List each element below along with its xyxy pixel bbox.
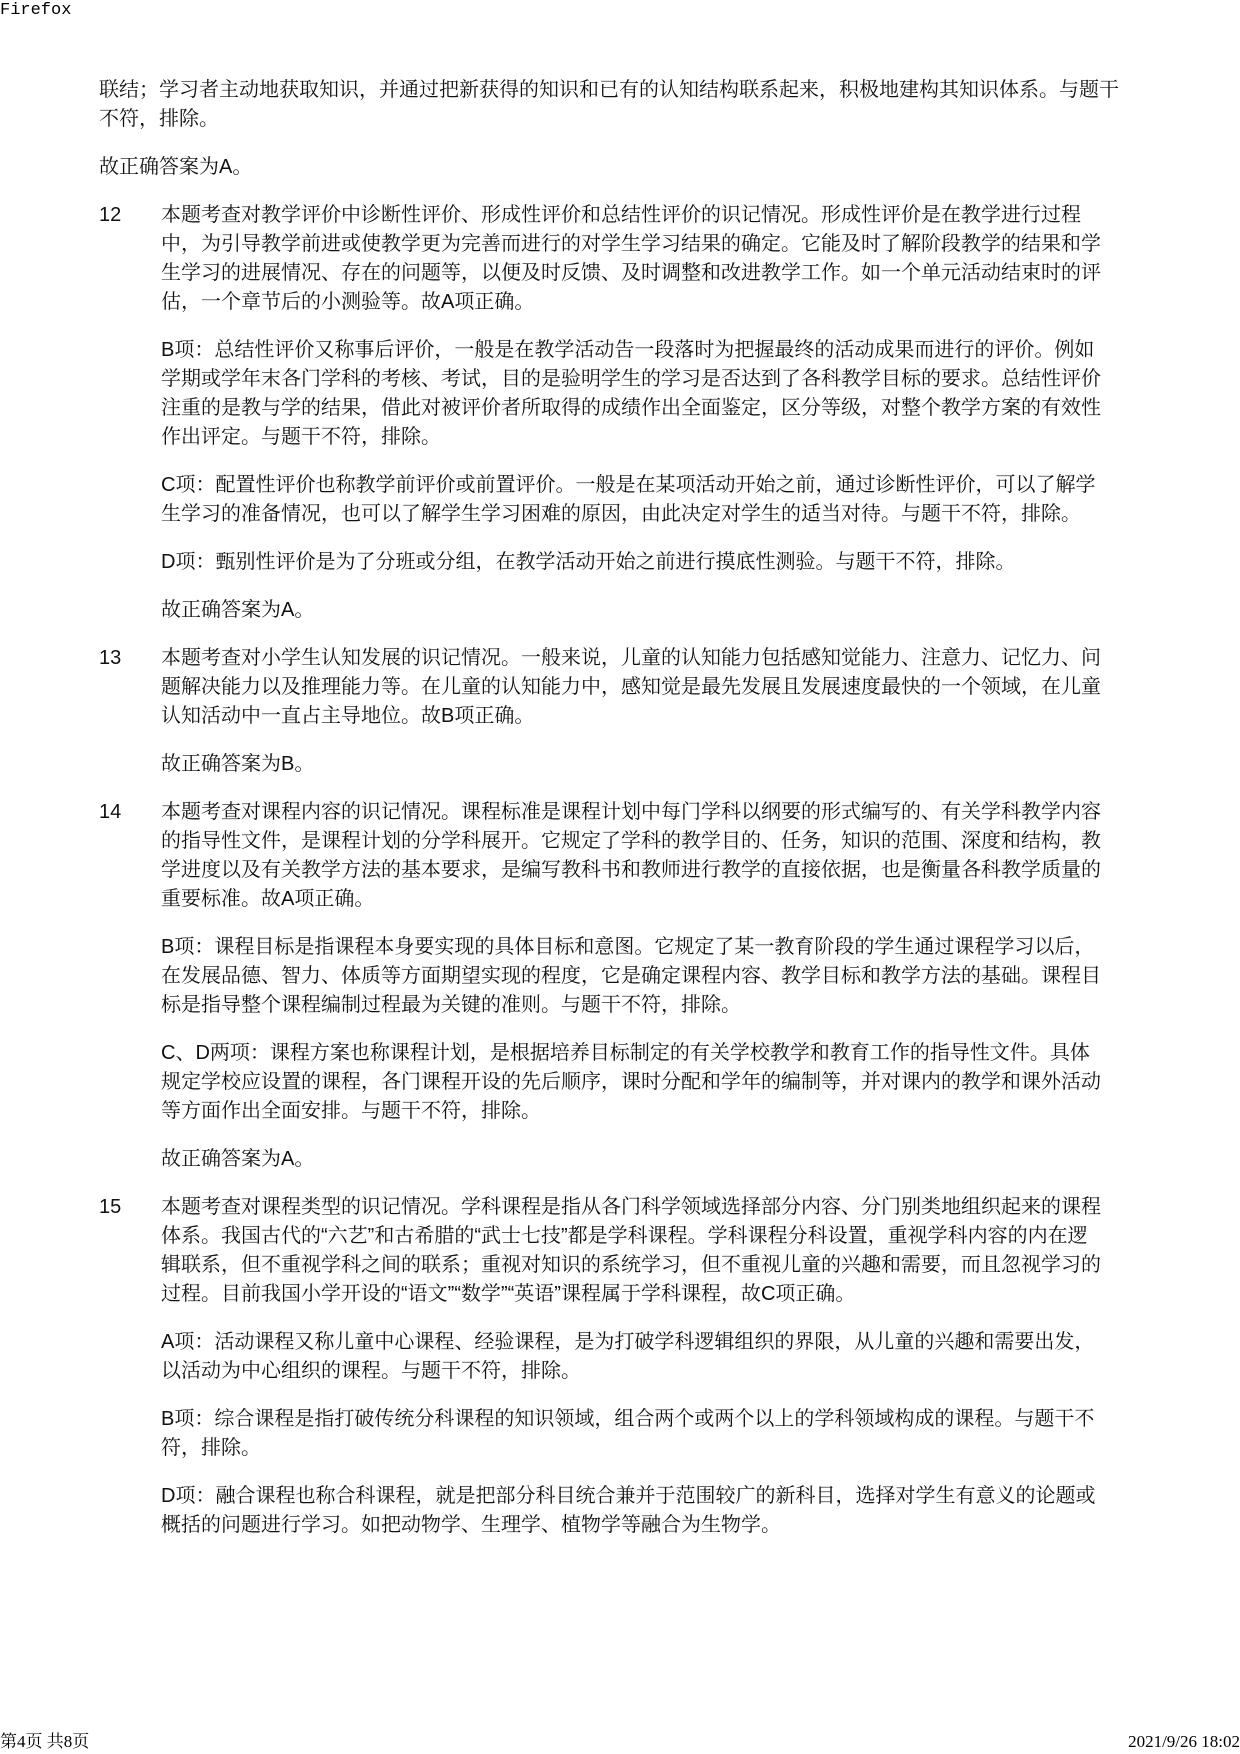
answer-line: 故正确答案为B。 [161, 753, 315, 775]
explanation-body [161, 1193, 1105, 1559]
continuation-paragraph: 联结；学习者主动地获取知识，并通过把新获得的知识和已有的认知结构联系起来，积极地建构其知识体系。与题干不符，排除。 [99, 79, 1119, 130]
option-b-paragraph: B项：课程目标是指课程本身要实现的具体目标和意图。它规定了某一教育阶段的学生通过课程学习以后，在发展品德、智力、体质等方面期望实现的程度，它是确定课程内容、教学目标和教学方法的基础。课程目标是指导整个课程编制过程最为关键的准则。与题干不符，排除。 [161, 936, 1101, 1016]
explanation-body [161, 798, 1105, 1193]
explanation-body [161, 201, 1105, 644]
question-number: 14 [99, 801, 122, 823]
option-b-paragraph: B项：综合课程是指打破传统分科课程的知识领域，组合两个或两个以上的学科领域构成的课程。与题干不符，排除。 [161, 1408, 1095, 1459]
question-15 [99, 1193, 1119, 1559]
explanation-paragraph: 本题考查对课程内容的识记情况。课程标准是课程计划中每门学科以纲要的形式编写的、有关学科教学内容的指导性文件，是课程计划的分学科展开。它规定了学科的教学目的、任务，知识的范围、深度和结构，教学进度以及有关教学方法的基本要求，是编写教科书和教师进行教学的直接依据，也是衡量各科教学质量的重要标准。故A项正确。 [161, 801, 1101, 910]
option-d-paragraph: D项：融合课程也称合科课程，就是把部分科目统合兼并于范围较广的新科目，选择对学生有意义的论题或概括的问题进行学习。如把动物学、生理学、植物学等融合为生物学。 [161, 1485, 1096, 1536]
question-12 [99, 201, 1119, 644]
option-cd-paragraph: C、D两项：课程方案也称课程计划，是根据培养目标制定的有关学校教学和教育工作的指导性文件。具体规定学校应设置的课程，各门课程开设的先后顺序，课时分配和学年的编制等，并对课内的教学和课外活动等方面作出全面安排。与题干不符，排除。 [161, 1042, 1101, 1122]
question-14 [99, 798, 1119, 1193]
option-b-paragraph: B项：总结性评价又称事后评价，一般是在教学活动告一段落时为把握最终的活动成果而进行的评价。例如学期或学年末各门学科的考核、考试，目的是验明学生的学习是否达到了各科教学目标的要求。总结性评价注重的是教与学的结果，借此对被评价者所取得的成绩作出全面鉴定，区分等级，对整个教学方案的有效性作出评定。与题干不符，排除。 [161, 339, 1101, 448]
explanation-paragraph: 本题考查对教学评价中诊断性评价、形成性评价和总结性评价的识记情况。形成性评价是在教学进行过程中，为引导教学前进或使教学更为完善而进行的对学生学习结果的确定。它能及时了解阶段教学的结果和学生学习的进展情况、存在的问题等，以便及时反馈、及时调整和改进教学工作。如一个单元活动结束时的评估，一个章节后的小测验等。故A项正确。 [161, 204, 1101, 313]
question-number: 15 [99, 1196, 122, 1218]
browser-name: Firefox [0, 1, 72, 20]
option-d-paragraph: D项：甄别性评价是为了分班或分组，在教学活动开始之前进行摸底性测验。与题干不符，排除。 [161, 551, 1016, 573]
question-number: 13 [99, 647, 122, 669]
option-a-paragraph: A项：活动课程又称儿童中心课程、经验课程，是为打破学科逻辑组织的界限，从儿童的兴趣和需要出发，以活动为中心组织的课程。与题干不符，排除。 [161, 1331, 1095, 1382]
option-c-paragraph: C项：配置性评价也称教学前评价或前置评价。一般是在某项活动开始之前，通过诊断性评价，可以了解学生学习的准备情况，也可以了解学生学习困难的原因，由此决定对学生的适当对待。与题干不符，排除。 [161, 474, 1096, 525]
explanation-paragraph: 本题考查对小学生认知发展的识记情况。一般来说，儿童的认知能力包括感知觉能力、注意力、记忆力、问题解决能力以及推理能力等。在儿童的认知能力中，感知觉是最先发展且发展速度最快的一个领域，在儿童认知活动中一直占主导地位。故B项正确。 [161, 647, 1101, 727]
print-datetime: 2021/9/26 18:02 [1128, 1732, 1240, 1751]
print-header [0, 0, 71, 22]
print-footer [0, 1731, 1240, 1753]
answer-line: 故正确答案为A。 [99, 156, 253, 178]
answer-line: 故正确答案为A。 [161, 599, 315, 621]
question-number: 12 [99, 204, 122, 226]
question-13 [99, 644, 1119, 798]
page-indicator: 第4页 共8页 [0, 1732, 90, 1751]
answer-line: 故正确答案为A。 [161, 1148, 315, 1170]
explanation-body [161, 644, 1105, 798]
document-content [99, 76, 1119, 1559]
explanation-paragraph: 本题考查对课程类型的识记情况。学科课程是指从各门科学领域选择部分内容、分门别类地组织起来的课程体系。我国古代的“六艺”和古希腊的“武士七技”都是学科课程。学科课程分科设置，重视学科内容的内在逻辑联系，但不重视学科之间的联系；重视对知识的系统学习，但不重视儿童的兴趣和需要，而且忽视学习的过程。目前我国小学开设的“语文”“数学”“英语”课程属于学科课程，故C项正确。 [161, 1196, 1101, 1305]
